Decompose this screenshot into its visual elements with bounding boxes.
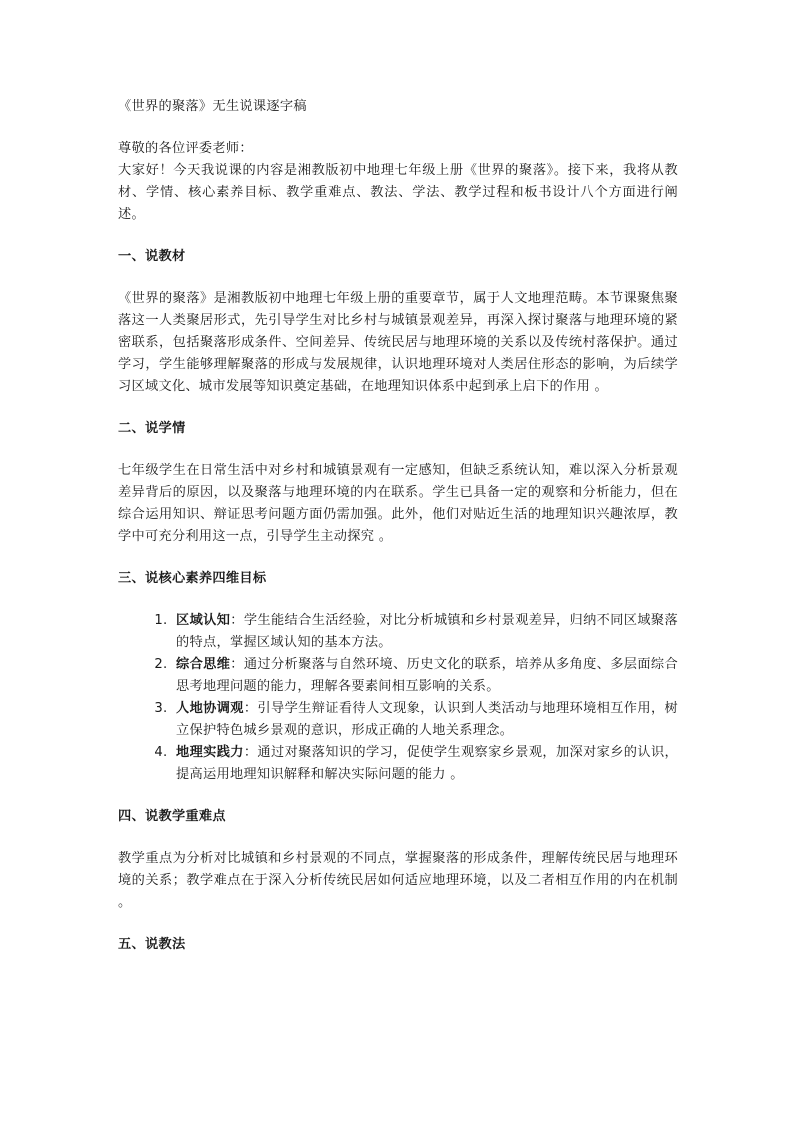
goal-text: ：引导学生辩证看待人文现象，认识到人类活动与地理环境相互作用，树立保护特色城乡景观的意识，形成正确的人地关系理念。: [176, 701, 678, 738]
goal-label: 地理实践力: [176, 745, 244, 760]
goal-label: 人地协调观: [176, 701, 244, 716]
goal-text: ：通过分析聚落与自然环境、历史文化的联系，培养从多角度、多层面综合思考地理问题的能力，理解各要素间相互影响的关系。: [176, 657, 678, 694]
goal-label: 综合思维: [176, 657, 231, 672]
goal-label: 区域认知: [176, 613, 231, 628]
section-heading-key-points: 四、说教学重难点: [118, 809, 226, 824]
section-paragraph-textbook: 《世界的聚落》是湘教版初中地理七年级上册的重要章节，属于人文地理范畴。本节课聚焦聚落这一人类聚居形式，先引导学生对比乡村与城镇景观差异，再深入探讨聚落与地理环境的紧密联系，包括聚落形成条件、空间差异、传统民居与地理环境的关系以及传统村落保护。通过学习，学生能够理解聚落的形成与发展规律，认识地理环境对人类居住形态的影响，为后续学习区域文化、城市发展等知识奠定基础，在地理知识体系中起到承上启下的作用 。: [118, 291, 678, 394]
intro-paragraph: 大家好！今天我说课的内容是湘教版初中地理七年级上册《世界的聚落》。接下来，我将从教材、学情、核心素养目标、教学重难点、教法、学法、教学过程和板书设计八个方面进行阐述。: [118, 163, 678, 222]
section-paragraph-key-points: 教学重点为分析对比城镇和乡村景观的不同点，掌握聚落的形成条件，理解传统民居与地理环境的关系；教学难点在于深入分析传统民居如何适应地理环境，以及二者相互作用的内在机制 。: [118, 851, 678, 910]
section-heading-textbook: 一、说教材: [118, 249, 186, 264]
section-heading-students: 二、说学情: [118, 421, 186, 436]
goal-text: ：学生能结合生活经验，对比分析城镇和乡村景观差异，归纳不同区域聚落的特点，掌握区域认知的基本方法。: [176, 613, 678, 650]
goal-item: [172, 610, 678, 654]
section-heading-goals: 三、说核心素养四维目标: [118, 571, 267, 586]
goal-text: ：通过对聚落知识的学习，促使学生观察家乡景观，加深对家乡的认识，提高运用地理知识解释和解决实际问题的能力 。: [176, 745, 678, 782]
document-title: 《世界的聚落》无生说课逐字稿: [118, 99, 307, 114]
greeting: 尊敬的各位评委老师：: [118, 141, 253, 156]
goal-item: [172, 698, 678, 742]
goal-item: [172, 654, 678, 698]
document-page: [118, 96, 678, 976]
goal-item: [172, 742, 678, 786]
section-paragraph-students: 七年级学生在日常生活中对乡村和城镇景观有一定感知，但缺乏系统认知，难以深入分析景观差异背后的原因，以及聚落与地理环境的内在联系。学生已具备一定的观察和分析能力，但在综合运用知识、辩证思考问题方面仍需加强。此外，他们对贴近生活的地理知识兴趣浓厚，教学中可充分利用这一点，引导学生主动探究 。: [118, 463, 678, 544]
section-heading-methods: 五、说教法: [118, 937, 186, 952]
goals-list: [118, 610, 678, 786]
